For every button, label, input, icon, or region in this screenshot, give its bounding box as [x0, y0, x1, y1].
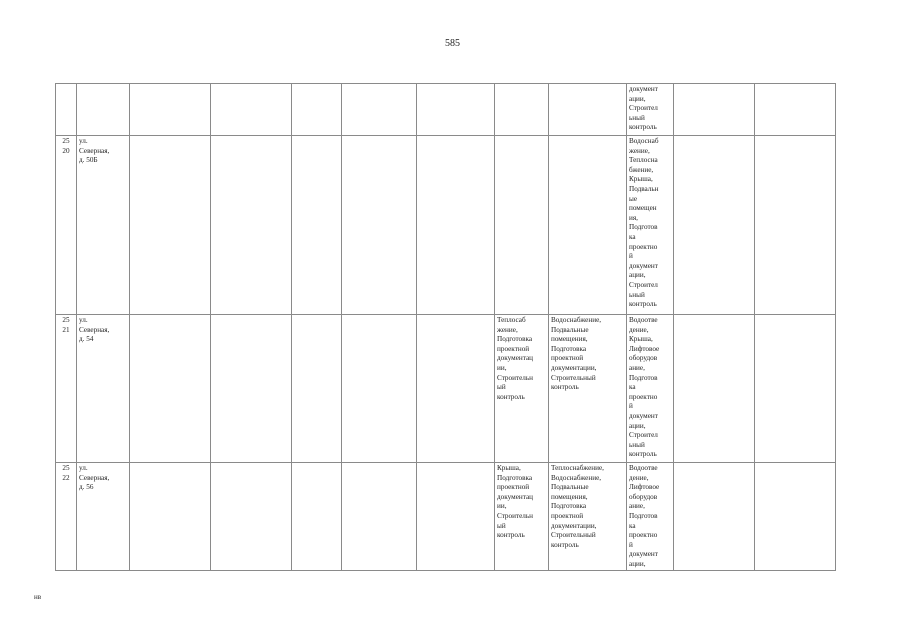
repair-schedule-table [55, 83, 836, 571]
work-types-cell: Водоснаб жение, Теплосна бжение, Крыша, Подвальн ые помещен ия, Подготов ка проектно й документ ации, Строител ьный контроль [627, 136, 674, 315]
empty-cell [211, 463, 292, 571]
empty-cell [211, 315, 292, 463]
address-cell: ул. Северная, д. 54 [77, 315, 130, 463]
empty-cell [674, 463, 755, 571]
empty-cell [755, 315, 836, 463]
row-number-cell: 25 22 [56, 463, 77, 571]
empty-cell [130, 315, 211, 463]
empty-cell [342, 315, 417, 463]
table-row [56, 136, 836, 315]
address-cell: ул. Северная, д. 50Б [77, 136, 130, 315]
work-types-cell: Водоснабжение, Подвальные помещения, Подготовка проектной документации, Строительный контроль [549, 315, 627, 463]
empty-cell [292, 463, 342, 571]
work-types-cell [495, 84, 549, 136]
page-number: 585 [445, 38, 460, 49]
empty-cell [674, 84, 755, 136]
empty-cell [417, 84, 495, 136]
empty-cell [130, 136, 211, 315]
work-types-cell: Водоотве дение, Лифтовое оборудов ание, Подготов ка проектно й документ ации, [627, 463, 674, 571]
empty-cell [292, 136, 342, 315]
empty-cell [417, 315, 495, 463]
address-cell [77, 84, 130, 136]
address-cell: ул. Северная, д. 56 [77, 463, 130, 571]
empty-cell [292, 315, 342, 463]
empty-cell [130, 84, 211, 136]
empty-cell [755, 136, 836, 315]
row-number-cell [56, 84, 77, 136]
empty-cell [755, 84, 836, 136]
empty-cell [342, 84, 417, 136]
empty-cell [674, 136, 755, 315]
empty-cell [130, 463, 211, 571]
footer-note: нв [34, 593, 42, 601]
empty-cell [417, 463, 495, 571]
empty-cell [211, 84, 292, 136]
empty-cell [755, 463, 836, 571]
empty-cell [342, 463, 417, 571]
row-number-cell: 25 20 [56, 136, 77, 315]
table-row [56, 315, 836, 463]
row-number-cell: 25 21 [56, 315, 77, 463]
work-types-cell [549, 84, 627, 136]
work-types-cell: Крыша, Подготовка проектной документац ии, Строительн ый контроль [495, 463, 549, 571]
empty-cell [342, 136, 417, 315]
table-row [56, 463, 836, 571]
table-row [56, 84, 836, 136]
work-types-cell [549, 136, 627, 315]
work-types-cell: Теплоснабжение, Водоснабжение, Подвальные помещения, Подготовка проектной документации, Строительный контроль [549, 463, 627, 571]
work-types-cell: документ ации, Строител ьный контроль [627, 84, 674, 136]
work-types-cell: Теплосаб жение, Подготовка проектной документац ии, Строительн ый контроль [495, 315, 549, 463]
empty-cell [211, 136, 292, 315]
empty-cell [417, 136, 495, 315]
work-types-cell [495, 136, 549, 315]
empty-cell [674, 315, 755, 463]
empty-cell [292, 84, 342, 136]
work-types-cell: Водоотве дение, Крыша, Лифтовое оборудов ание, Подготов ка проектно й документ ации, Строител ьный контроль [627, 315, 674, 463]
